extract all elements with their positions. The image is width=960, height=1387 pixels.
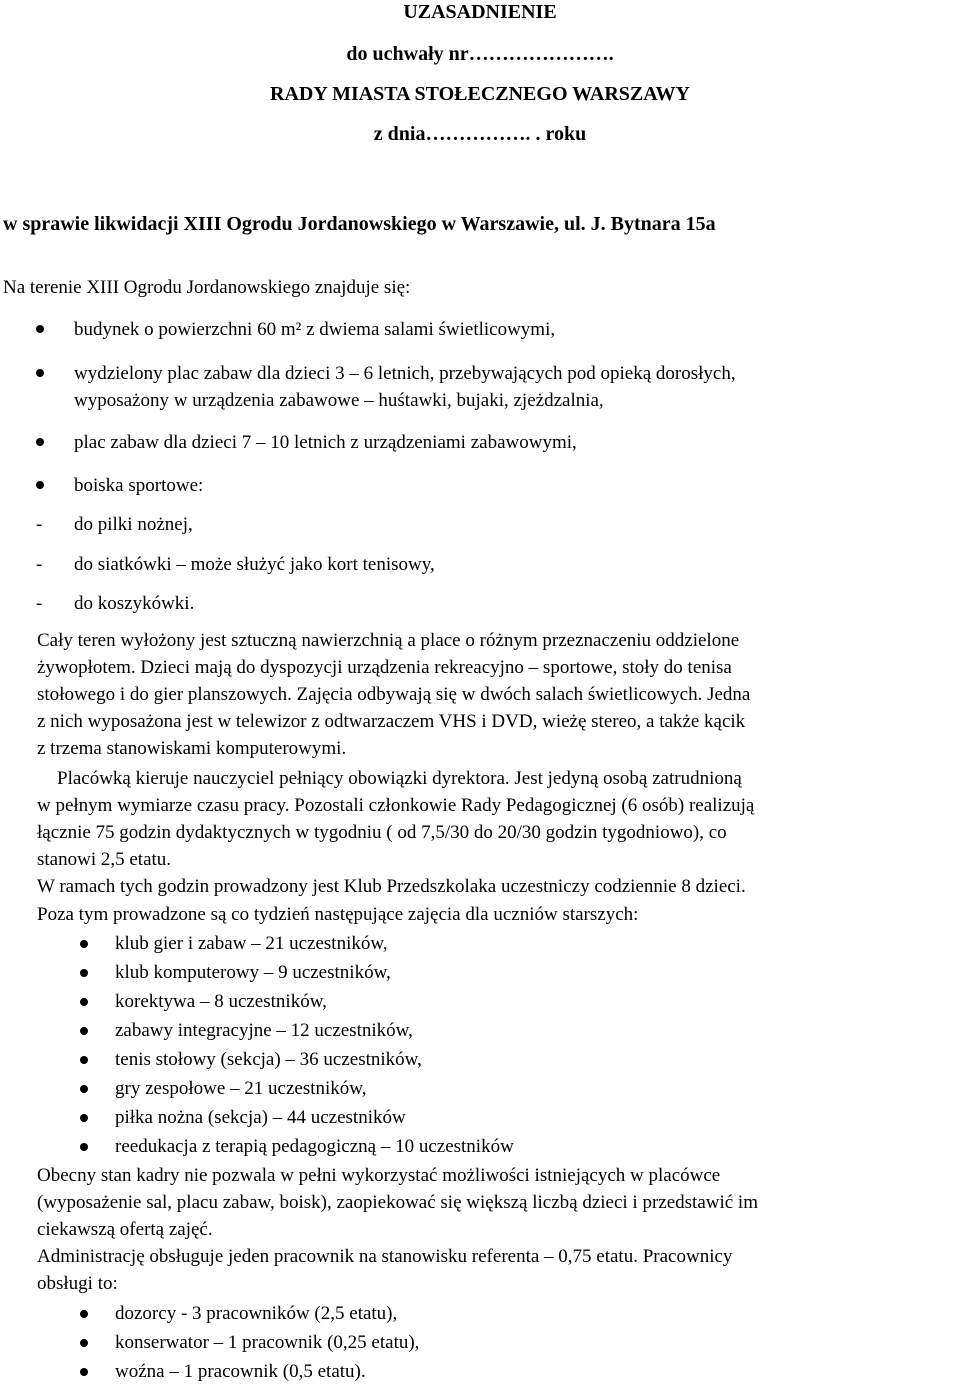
bullet-icon — [80, 1143, 88, 1151]
paragraph-line: Placówką kieruje nauczyciel pełniący obowiązki dyrektora. Jest jedyną osobą zatrudnioną — [57, 768, 742, 789]
dash-marker: - — [36, 593, 43, 614]
paragraph-line: Poza tym prowadzone są co tydzień następujące zajęcia dla uczniów starszych: — [37, 904, 639, 925]
paragraph-line: łącznie 75 godzin dydaktycznych w tygodniu ( od 7,5/30 do 20/30 godzin tygodniowo), co — [37, 822, 727, 843]
paragraph-line: obsługi to: — [37, 1273, 118, 1294]
paragraph-line: z nich wyposażona jest w telewizor z odtwarzaczem VHS i DVD, wieżę stereo, a także kącik — [37, 711, 746, 732]
paragraph-line: żywopłotem. Dzieci mają do dyspozycji urządzenia rekreacyjno – sportowe, stoły do tenisa — [37, 657, 732, 678]
bullet-icon — [36, 369, 44, 377]
list-item: plac zabaw dla dzieci 7 – 10 letnich z urządzeniami zabawowymi, — [74, 432, 577, 453]
bullet-icon — [80, 969, 88, 977]
resolution-number: do uchwały nr…………………. — [346, 43, 614, 65]
bullet-icon — [80, 1056, 88, 1064]
dash-marker: - — [36, 554, 43, 575]
bullet-icon — [80, 998, 88, 1006]
bullet-icon — [36, 438, 44, 446]
paragraph-line: stanowi 2,5 etatu. — [37, 849, 172, 870]
list-item: reedukacja z terapią pedagogiczną – 10 uczestników — [115, 1136, 514, 1157]
list-item-continuation: wyposażony w urządzenia zabawowe – huśtawki, bujaki, zjeżdzalnia, — [74, 390, 604, 411]
paragraph-line: stołowego i do gier planszowych. Zajęcia odbywają się w dwóch salach świetlicowych. Jedna — [37, 684, 751, 705]
council-name: RADY MIASTA STOŁECZNEGO WARSZAWY — [270, 83, 690, 105]
paragraph-line: Administrację obsługuje jeden pracownik na stanowisku referenta – 0,75 etatu. Pracownicy — [37, 1246, 733, 1267]
paragraph-line: ciekawszą ofertą zajęć. — [37, 1219, 213, 1240]
list-item: klub gier i zabaw – 21 uczestników, — [115, 933, 388, 954]
list-item: piłka nożna (sekcja) – 44 uczestników — [115, 1107, 406, 1128]
list-item: tenis stołowy (sekcja) – 36 uczestników, — [115, 1049, 422, 1070]
paragraph-line: z trzema stanowiskami komputerowymi. — [37, 738, 347, 759]
intro-text: Na terenie XIII Ogrodu Jordanowskiego znajduje się: — [3, 277, 411, 298]
list-item: konserwator – 1 pracownik (0,25 etatu), — [115, 1332, 420, 1353]
resolution-date: z dnia……………. . roku — [373, 123, 587, 145]
bullet-icon — [80, 1339, 88, 1347]
bullet-icon — [80, 1027, 88, 1035]
bullet-icon — [80, 1114, 88, 1122]
list-item: woźna – 1 pracownik (0,5 etatu). — [115, 1361, 366, 1382]
list-item: klub komputerowy – 9 uczestników, — [115, 962, 391, 983]
bullet-icon — [80, 1368, 88, 1376]
list-item: zabawy integracyjne – 12 uczestników, — [115, 1020, 413, 1041]
paragraph-line: W ramach tych godzin prowadzony jest Klub Przedszkolaka uczestniczy codziennie 8 dzieci. — [37, 876, 746, 897]
subject-line: w sprawie likwidacji XIII Ogrodu Jordanowskiego w Warszawie, ul. J. Bytnara 15a — [3, 213, 716, 235]
list-item: budynek o powierzchni 60 m² z dwiema salami świetlicowymi, — [74, 319, 556, 340]
bullet-icon — [36, 325, 44, 333]
list-item: boiska sportowe: — [74, 475, 204, 496]
list-item: do pilki nożnej, — [74, 514, 193, 535]
list-item: wydzielony plac zabaw dla dzieci 3 – 6 letnich, przebywających pod opieką dorosłych, — [74, 363, 736, 384]
bullet-icon — [80, 940, 88, 948]
list-item: gry zespołowe – 21 uczestników, — [115, 1078, 367, 1099]
list-item: do koszykówki. — [74, 593, 195, 614]
paragraph-line: w pełnym wymiarze czasu pracy. Pozostali członkowie Rady Pedagogicznej (6 osób) realizują — [37, 795, 755, 816]
list-item: dozorcy - 3 pracowników (2,5 etatu), — [115, 1303, 398, 1324]
paragraph-line: Obecny stan kadry nie pozwala w pełni wykorzystać możliwości istniejących w placówce — [37, 1165, 721, 1186]
bullet-icon — [36, 481, 44, 489]
paragraph-line: (wyposażenie sal, placu zabaw, boisk), zaopiekować się większą liczbą dzieci i przedstawić im — [37, 1192, 758, 1213]
paragraph-line: Cały teren wyłożony jest sztuczną nawierzchnią a place o różnym przeznaczeniu oddzielone — [37, 630, 740, 651]
document-title: UZASADNIENIE — [403, 1, 557, 23]
list-item: do siatkówki – może służyć jako kort tenisowy, — [74, 554, 435, 575]
bullet-icon — [80, 1310, 88, 1318]
bullet-icon — [80, 1085, 88, 1093]
dash-marker: - — [36, 514, 43, 535]
list-item: korektywa – 8 uczestników, — [115, 991, 327, 1012]
